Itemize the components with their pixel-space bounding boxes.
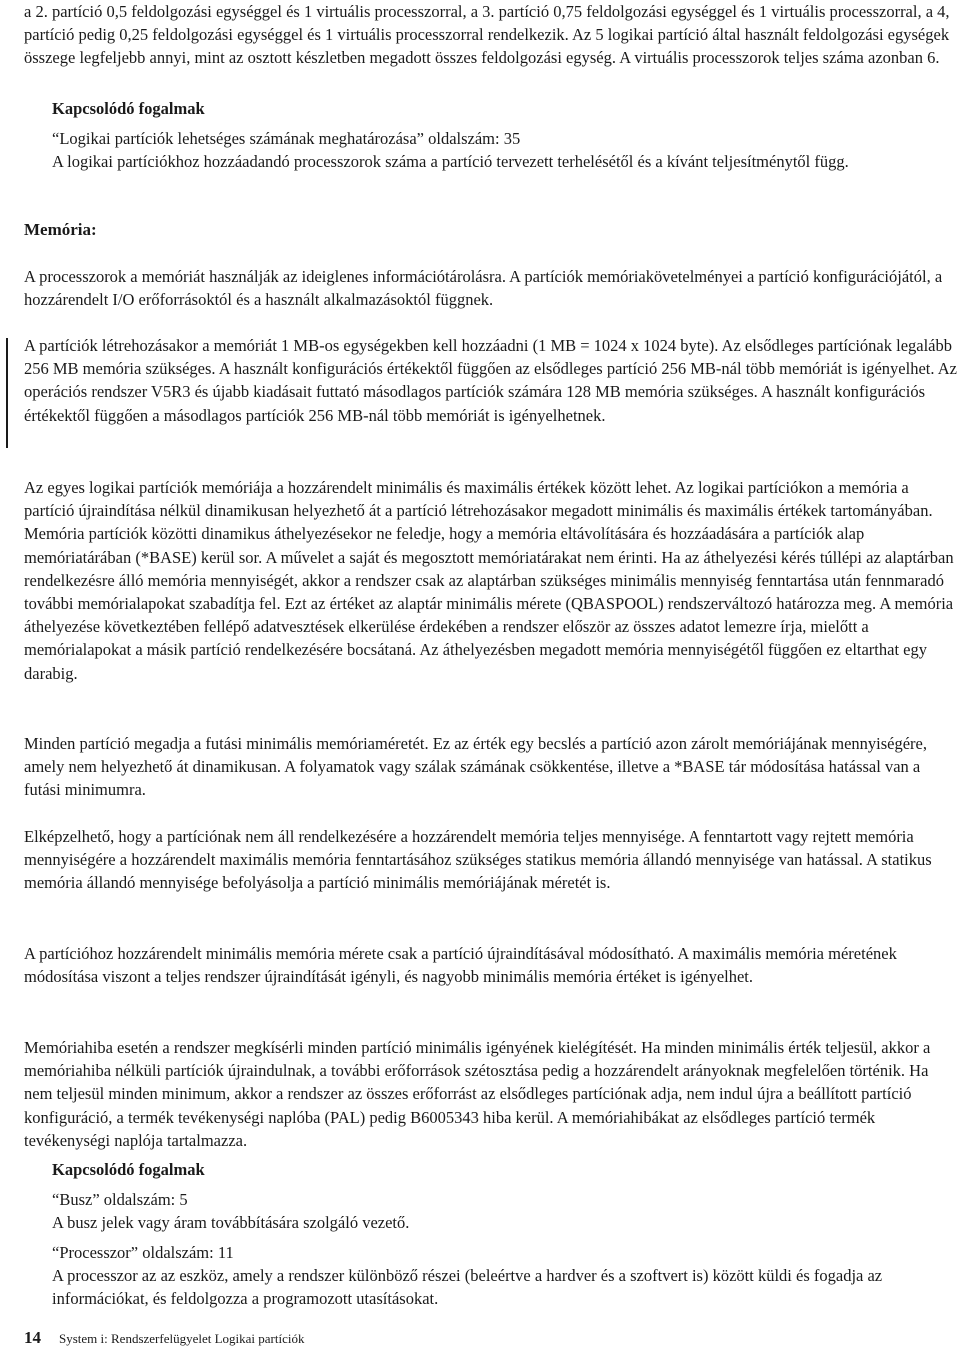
related-link-partition-count[interactable]: “Logikai partíciók lehetséges számának meghatározása” oldalszám: 35 [52,129,521,148]
page-footer [24,1329,305,1348]
memory-paragraph-3: Az egyes logikai partíciók memóriája a hozzárendelt minimális és maximális értékek között lehet. Az logikai partíciókon a memória a partíció újraindítása nélkül dinamikusan helyezhető át a partíció létrehozásakor megadott minimális és maximális értékek tartományában. Memória partíciók közötti dinamikus áthelyezésekor ne feledje, hogy a memória eltávolítására és hozzáadására a partíciók alap memóriatárában (*BASE) kerül sor. A művelet a saját és megosztott memóriatárakat nem érinti. Ha az áthelyezési kérés túllépi az alaptárban rendelkezésre álló memória mennyiségét, akkor a rendszer csak az alaptárban szükséges minimális mennyiség fenntartása után fennmaradó további memórialapokat szabadítja fel. Ezt az értéket az alaptár minimális mérete (QBASPOOL) rendszerváltozó határozza meg. A memória áthelyezése következtében fellépő adatvesztések elkerülése érdekében a rendszer először az összes adatot lemezre írja, mielőtt a memórialapokat a másik partíció rendelkezésére bocsátaná. Az áthelyezésben megadott memória mennyiségétől függően ez eltarthat egy darabig. [24,478,954,683]
related-link-processzor-description: A processzor az az eszköz, amely a rendszer különböző részei (beleértve a hardver és a szoftvert is) között küldi és fogadja az információkat, és feldolgozza a programozott utasításokat. [52,1266,883,1309]
memory-heading: Memória: [24,220,97,239]
footer-title: System i: Rendszerfelügyelet Logikai partíciók [59,1331,305,1346]
change-bar [6,338,8,448]
memory-paragraph-6: A partícióhoz hozzárendelt minimális memória mérete csak a partíció újraindításával módosítható. A maximális memória méretének módosítása viszont a teljes rendszer újraindítását igényli, és nagyobb minimális memória értéket is igényelhet. [24,944,897,987]
related-link-busz-description: A busz jelek vagy áram továbbítására szolgáló vezető. [52,1213,410,1232]
memory-paragraph-1: A processzorok a memóriát használják az ideiglenes információtárolásra. A partíciók memóriakövetelményei a partíció konfigurációjától, a hozzárendelt I/O erőforrásoktól és a használt alkalmazásoktól függnek. [24,267,943,310]
memory-paragraph-2: A partíciók létrehozásakor a memóriát 1 MB-os egységekben kell hozzáadni (1 MB = 1024 x 1024 byte). Az elsődleges partíciónak legalább 256 MB memória szükséges. A használt konfigurációs értékektől függően az elsődleges partíció 256 MB-nál több memóriát is igényelhet. Az operációs rendszer V5R3 és újabb kiadásait futtató másodlagos partíciók számára 128 MB memória szükséges. A használt konfigurációs értékektől függően a másodlagos partíciók 256 MB-nál több memóriát is igényelhetnek. [24,336,957,425]
memory-paragraph-4: Minden partíció megadja a futási minimális memóriaméretét. Ez az érték egy becslés a partíció azon zárolt memóriájának mennyiségére, amely nem helyezhető át dinamikusan. A folyamatok vagy szálak számának csökkentése, illetve a *BASE tár módosítása hatással van a futási minimumra. [24,734,928,800]
memory-paragraph-5: Elképzelhető, hogy a partíciónak nem áll rendelkezésére a hozzárendelt memória teljes mennyisége. A fenntartott vagy rejtett memória mennyiségére a hozzárendelt maximális memória fenntartásához szükséges statikus memória állandó mennyisége van hatással. A statikus memória állandó mennyisége befolyásolja a partíció minimális memóriájának méretét is. [24,827,932,893]
related-concepts-heading-2: Kapcsolódó fogalmak [52,1160,205,1179]
page-number: 14 [24,1328,41,1347]
related-link-description: A logikai partíciókhoz hozzáadandó processzorok száma a partíció tervezett terhelésétől és a kívánt teljesítménytől függ. [52,152,849,171]
memory-paragraph-7: Memóriahiba esetén a rendszer megkísérli minden partíció minimális igényének kielégítését. Ha minden minimális érték teljesül, akkor a memóriahiba nélküli partíciók újraindulnak, a további erőforrások szétosztása pedig a hozzárendelt arányoknak megfelelően történik. Ha nem teljesül minden minimum, akkor a rendszer az összes erőforrást az elsődleges partíciónak adja, nem indul újra a beállított partíció konfiguráció, a termék tevékenységi naplóba (PAL) pedig B6005343 hiba kerül. A memóriahibákat az elsődleges partíció termék tevékenységi naplója tartalmazza. [24,1038,931,1150]
related-link-busz[interactable]: “Busz” oldalszám: 5 [52,1190,188,1209]
intro-paragraph: a 2. partíció 0,5 feldolgozási egységgel és 1 virtuális processzorral, a 3. partíció 0,75 feldolgozási egységgel és 1 virtuális processzorral, a 4, partíció pedig 0,25 feldolgozási egységgel és 1 virtuális processzorral rendelkezik. Az 5 logikai partíció által használt feldolgozási egységek összege legfeljebb annyi, mint az osztott készletben megadott összes feldolgozási egység. A virtuális processzorok teljes száma azonban 6. [24,2,950,68]
related-concepts-heading: Kapcsolódó fogalmak [52,99,205,118]
related-link-processzor[interactable]: “Processzor” oldalszám: 11 [52,1243,234,1262]
